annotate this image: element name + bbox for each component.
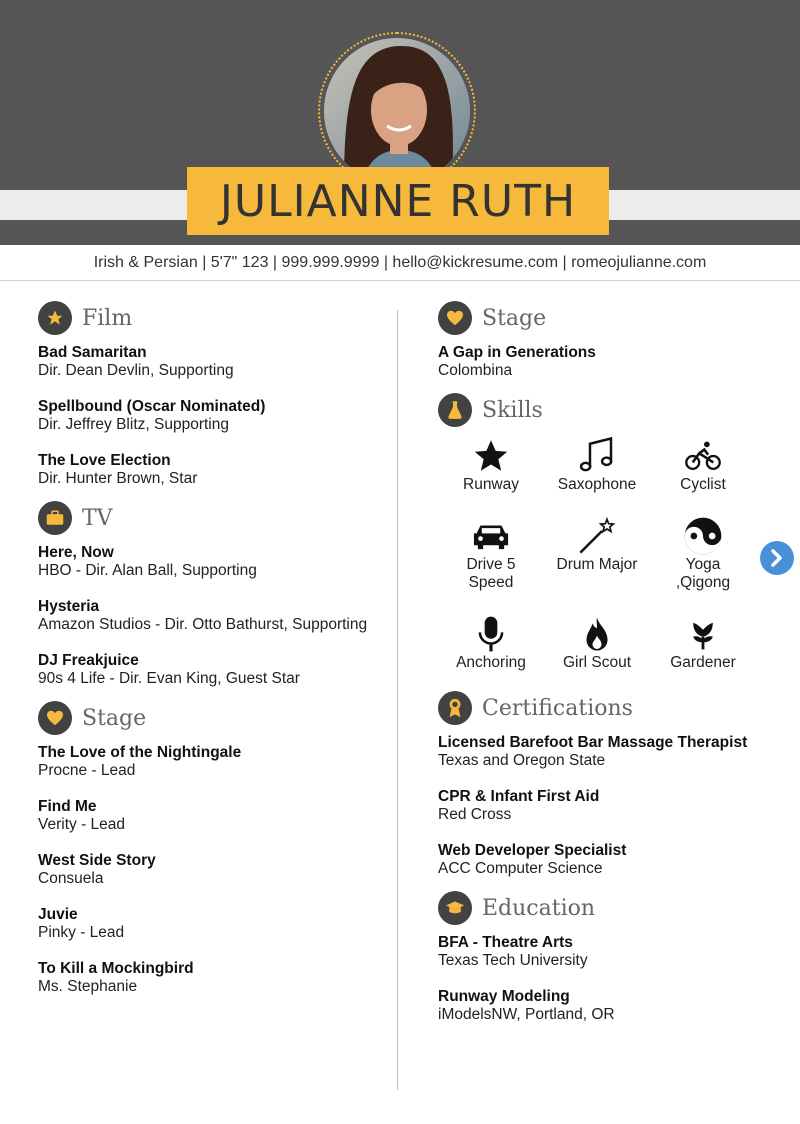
entry-subtitle: Texas Tech University: [438, 952, 588, 969]
list-item: [38, 398, 388, 434]
film-section-header: [38, 298, 388, 338]
skill-label: Saxophone: [557, 476, 637, 493]
cyclist-icon: [685, 436, 721, 476]
entry-subtitle: 90s 4 Life - Dir. Evan King, Guest Star: [38, 670, 300, 687]
entry-subtitle: Pinky - Lead: [38, 924, 125, 941]
education-section-title: Education: [482, 895, 596, 921]
candidate-name: JULIANNE RUTH: [219, 175, 577, 227]
skill-item: [650, 614, 756, 672]
name-banner: [187, 167, 609, 235]
tv-section-title: TV: [82, 505, 113, 531]
list-item: [438, 734, 788, 770]
entry-title: Bad Samaritan: [38, 344, 147, 361]
entry-subtitle: Verity - Lead: [38, 816, 126, 833]
entry-title: To Kill a Mockingbird: [38, 960, 194, 977]
entry-title: DJ Freakjuice: [38, 652, 139, 669]
chevron-right-icon: [769, 549, 785, 567]
entry-title: Spellbound (Oscar Nominated): [38, 398, 266, 415]
entry-subtitle: Amazon Studios - Dir. Otto Bathurst, Supporting: [38, 616, 368, 633]
entry-subtitle: ACC Computer Science: [438, 860, 603, 877]
skill-item: [544, 516, 650, 592]
graduation-cap-icon: [438, 891, 472, 925]
stage-section-header: [38, 698, 388, 738]
list-item: [438, 988, 788, 1024]
magic-wand-icon: [577, 516, 617, 556]
skill-label: Girl Scout: [562, 654, 632, 671]
list-item: [38, 798, 388, 834]
list-item: [38, 344, 388, 380]
skill-label: Drive 5 Speed: [466, 556, 516, 591]
entry-title: BFA - Theatre Arts: [438, 934, 573, 951]
contact-info: Irish & Persian | 5'7" 123 | 999.999.9999 | hello@kickresume.com | romeojulianne.com: [93, 254, 707, 271]
entry-subtitle: Dir. Hunter Brown, Star: [38, 470, 198, 487]
music-note-icon: [576, 436, 618, 476]
flask-icon: [438, 393, 472, 427]
list-item: [38, 744, 388, 780]
skills-section-title: Skills: [482, 397, 543, 423]
entry-title: Web Developer Specialist: [438, 842, 627, 859]
entry-title: CPR & Infant First Aid: [438, 788, 600, 805]
skill-label: Anchoring: [456, 654, 526, 671]
heart-icon: [38, 701, 72, 735]
entry-title: The Love of the Nightingale: [38, 744, 242, 761]
briefcase-icon: [38, 501, 72, 535]
award-ribbon-icon: [438, 691, 472, 725]
entry-subtitle: HBO - Dir. Alan Ball, Supporting: [38, 562, 257, 579]
entry-subtitle: Dir. Dean Devlin, Supporting: [38, 362, 234, 379]
stage-section-title: Stage: [482, 305, 547, 331]
stage-section-header: [438, 298, 788, 338]
star-icon: [38, 301, 72, 335]
flame-icon: [585, 614, 609, 654]
car-icon: [470, 516, 512, 556]
skill-item: [650, 436, 756, 494]
entry-subtitle: Texas and Oregon State: [438, 752, 606, 769]
yin-yang-icon: [683, 516, 723, 556]
skill-label: Drum Major: [556, 556, 638, 573]
left-column: [38, 298, 388, 1014]
entry-title: Runway Modeling: [438, 988, 570, 1005]
skill-label: Gardener: [670, 654, 736, 671]
skills-grid: [438, 436, 788, 672]
skill-item: [544, 614, 650, 672]
film-section-title: Film: [82, 305, 133, 331]
entry-title: Licensed Barefoot Bar Massage Therapist: [438, 734, 748, 751]
list-item: [438, 842, 788, 878]
list-item: [438, 788, 788, 824]
entry-subtitle: Ms. Stephanie: [38, 978, 138, 995]
entry-subtitle: Colombina: [438, 362, 513, 379]
entry-subtitle: iModelsNW, Portland, OR: [438, 1006, 615, 1023]
entry-title: Find Me: [38, 798, 97, 815]
list-item: [38, 960, 388, 996]
entry-title: The Love Election: [38, 452, 171, 469]
flower-icon: [689, 614, 717, 654]
heart-icon: [438, 301, 472, 335]
certifications-section-header: [438, 688, 788, 728]
skill-label: Yoga ,Qigong: [675, 556, 731, 591]
list-item: [38, 452, 388, 488]
next-page-button[interactable]: [760, 541, 794, 575]
skill-item: [650, 516, 756, 592]
microphone-icon: [478, 614, 504, 654]
entry-subtitle: Dir. Jeffrey Blitz, Supporting: [38, 416, 229, 433]
entry-subtitle: Red Cross: [438, 806, 512, 823]
education-section-header: [438, 888, 788, 928]
list-item: [38, 544, 388, 580]
column-divider: [397, 310, 398, 1090]
entry-title: Juvie: [38, 906, 78, 923]
list-item: [38, 906, 388, 942]
entry-subtitle: Procne - Lead: [38, 762, 136, 779]
skill-item: [438, 436, 544, 494]
skill-item: [544, 436, 650, 494]
entry-title: West Side Story: [38, 852, 156, 869]
star-icon: [473, 436, 509, 476]
list-item: [38, 598, 388, 634]
stage-section-title: Stage: [82, 705, 147, 731]
skill-item: [438, 614, 544, 672]
list-item: [438, 344, 788, 380]
entry-title: A Gap in Generations: [438, 344, 596, 361]
certifications-section-title: Certifications: [482, 695, 633, 721]
right-column: [438, 298, 788, 1042]
skill-label: Runway: [463, 476, 519, 493]
tv-section-header: [38, 498, 388, 538]
list-item: [38, 852, 388, 888]
entry-title: Here, Now: [38, 544, 114, 561]
entry-subtitle: Consuela: [38, 870, 104, 887]
list-item: [38, 652, 388, 688]
skills-section-header: [438, 390, 788, 430]
list-item: [438, 934, 788, 970]
profile-photo: [324, 38, 470, 184]
contact-bar: [0, 246, 800, 281]
skill-label: Cyclist: [680, 476, 726, 493]
skill-item: [438, 516, 544, 592]
entry-title: Hysteria: [38, 598, 100, 615]
